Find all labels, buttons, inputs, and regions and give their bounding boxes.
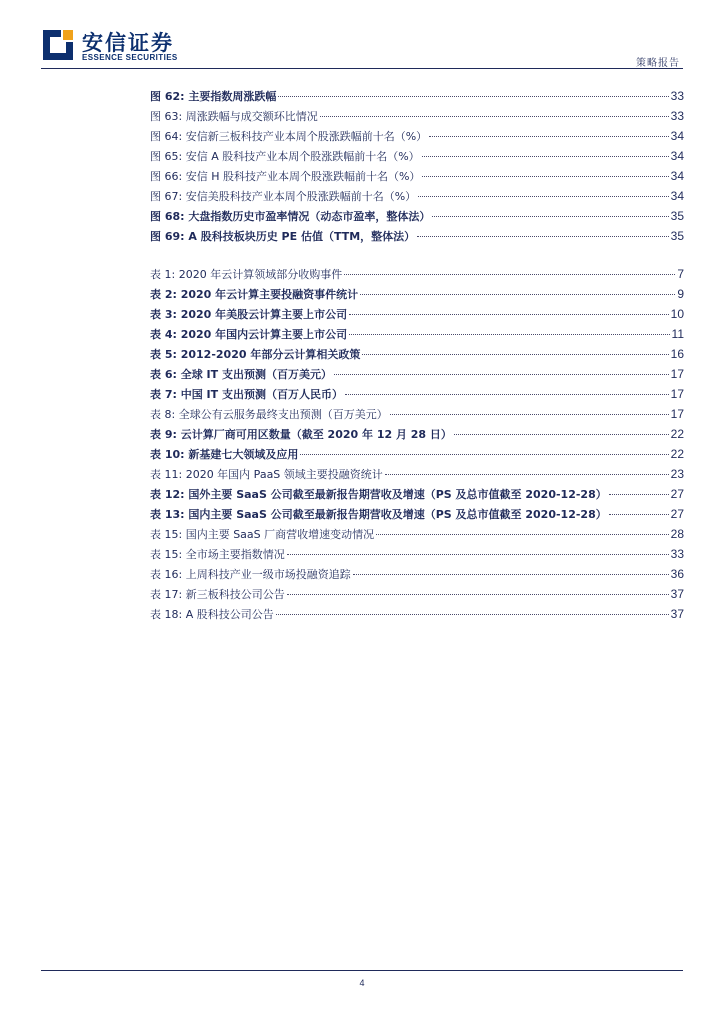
dot-leader (349, 314, 668, 315)
company-logo (41, 26, 181, 66)
dot-leader (278, 96, 668, 97)
table-toc-entry[interactable] (150, 446, 684, 466)
tables-list (150, 266, 684, 626)
table-toc-entry[interactable] (150, 506, 684, 526)
toc-entry-page: 28 (670, 527, 684, 541)
toc-entry-page: 33 (670, 547, 684, 561)
dot-leader (385, 474, 669, 475)
toc-entry-page: 33 (670, 109, 684, 123)
table-toc-entry[interactable] (150, 386, 684, 406)
footer-divider (41, 970, 683, 971)
table-toc-entry[interactable] (150, 366, 684, 386)
toc-entry-title: 表 11: 2020 年国内 PaaS 领域主要投融资统计 (150, 468, 383, 481)
section-gap (150, 248, 684, 266)
toc-entry-title: 表 16: 上周科技产业一级市场投融资追踪 (150, 568, 351, 581)
toc-entry-title: 表 17: 新三板科技公司公告 (150, 588, 285, 601)
dot-leader (334, 374, 669, 375)
table-of-contents (150, 88, 684, 626)
table-toc-entry[interactable] (150, 306, 684, 326)
toc-entry-page: 34 (670, 189, 684, 203)
dot-leader (353, 574, 669, 575)
dot-leader (349, 334, 669, 335)
toc-entry-page: 9 (677, 287, 684, 301)
table-toc-entry[interactable] (150, 526, 684, 546)
toc-entry-page: 22 (670, 447, 684, 461)
dot-leader (320, 116, 669, 117)
dot-leader (362, 354, 668, 355)
toc-entry-title: 表 3: 2020 年美股云计算主要上市公司 (150, 308, 348, 321)
toc-entry-title: 图 69: A 股科技板块历史 PE 估值（TTM，整体法） (150, 230, 416, 243)
header-divider (41, 68, 683, 69)
toc-entry-title: 图 68: 大盘指数历史市盈率情况（动态市盈率，整体法） (150, 210, 431, 223)
toc-entry-title: 图 67: 安信美股科技产业本周个股涨跌幅前十名（%） (150, 190, 417, 203)
toc-entry-page: 17 (670, 387, 684, 401)
table-toc-entry[interactable] (150, 426, 684, 446)
toc-entry-page: 27 (670, 507, 684, 521)
dot-leader (609, 494, 669, 495)
figure-toc-entry[interactable] (150, 88, 684, 108)
figure-toc-entry[interactable] (150, 168, 684, 188)
dot-leader (390, 414, 669, 415)
dot-leader (300, 454, 668, 455)
dot-leader (418, 196, 668, 197)
toc-entry-page: 10 (670, 307, 684, 321)
toc-entry-title: 图 64: 安信新三板科技产业本周个股涨跌幅前十名（%） (150, 130, 428, 143)
figure-toc-entry[interactable] (150, 128, 684, 148)
toc-entry-title: 表 6: 全球 IT 支出预测（百万美元） (150, 368, 332, 381)
dot-leader (376, 534, 669, 535)
table-toc-entry[interactable] (150, 326, 684, 346)
toc-entry-title: 表 2: 2020 年云计算主要投融资事件统计 (150, 288, 359, 301)
figure-toc-entry[interactable] (150, 228, 684, 248)
dot-leader (422, 156, 669, 157)
figure-toc-entry[interactable] (150, 108, 684, 128)
dot-leader (454, 434, 669, 435)
dot-leader (276, 614, 669, 615)
page-number: 4 (359, 978, 365, 988)
toc-entry-title: 表 18: A 股科技公司公告 (150, 608, 274, 621)
toc-entry-title: 图 63: 周涨跌幅与成交额环比情况 (150, 110, 318, 123)
report-type-label: 策略报告 (636, 58, 680, 69)
toc-entry-page: 16 (670, 347, 684, 361)
toc-entry-title: 表 1: 2020 年云计算领域部分收购事件 (150, 268, 343, 281)
table-toc-entry[interactable] (150, 606, 684, 626)
toc-entry-page: 34 (670, 129, 684, 143)
dot-leader (609, 514, 669, 515)
page-header (0, 0, 724, 72)
dot-leader (422, 176, 668, 177)
toc-entry-title: 表 12: 国外主要 SaaS 公司截至最新报告期营收及增速（PS 及总市值截至 2020-12-28） (150, 488, 607, 501)
toc-entry-page: 22 (670, 427, 684, 441)
logo-mark-icon (41, 28, 75, 62)
toc-entry-page: 36 (670, 567, 684, 581)
dot-leader (287, 594, 669, 595)
figure-toc-entry[interactable] (150, 208, 684, 228)
logo-english-text: ESSENCE SECURITIES (82, 53, 178, 62)
toc-entry-page: 11 (671, 327, 684, 341)
toc-entry-page: 7 (677, 267, 684, 281)
table-toc-entry[interactable] (150, 566, 684, 586)
table-toc-entry[interactable] (150, 546, 684, 566)
dot-leader (432, 216, 668, 217)
toc-entry-page: 35 (670, 229, 684, 243)
toc-entry-title: 表 5: 2012-2020 年部分云计算相关政策 (150, 348, 361, 361)
figures-list (150, 88, 684, 248)
dot-leader (429, 136, 668, 137)
toc-entry-title: 表 8: 全球公有云服务最终支出预测（百万美元） (150, 408, 388, 421)
dot-leader (345, 394, 669, 395)
toc-entry-page: 17 (670, 407, 684, 421)
dot-leader (360, 294, 675, 295)
toc-entry-title: 表 15: 全市场主要指数情况 (150, 548, 285, 561)
figure-toc-entry[interactable] (150, 188, 684, 208)
toc-entry-title: 表 4: 2020 年国内云计算主要上市公司 (150, 328, 348, 341)
toc-entry-page: 35 (670, 209, 684, 223)
toc-entry-page: 23 (670, 467, 684, 481)
table-toc-entry[interactable] (150, 266, 684, 286)
logo-chinese-text: 安信证券 (82, 31, 174, 55)
toc-entry-page: 33 (670, 89, 684, 103)
table-toc-entry[interactable] (150, 486, 684, 506)
table-toc-entry[interactable] (150, 406, 684, 426)
table-toc-entry[interactable] (150, 466, 684, 486)
toc-entry-title: 表 15: 国内主要 SaaS 厂商营收增速变动情况 (150, 528, 375, 541)
dot-leader (344, 274, 675, 275)
toc-entry-page: 37 (670, 587, 684, 601)
table-toc-entry[interactable] (150, 586, 684, 606)
toc-entry-title: 图 65: 安信 A 股科技产业本周个股涨跌幅前十名（%） (150, 150, 420, 163)
toc-entry-title: 表 9: 云计算厂商可用区数量（截至 2020 年 12 月 28 日） (150, 428, 452, 441)
toc-entry-page: 37 (670, 607, 684, 621)
toc-entry-title: 表 10: 新基建七大领域及应用 (150, 448, 299, 461)
toc-entry-title: 图 66: 安信 H 股科技产业本周个股涨跌幅前十名（%） (150, 170, 421, 183)
table-toc-entry[interactable] (150, 286, 684, 306)
toc-entry-page: 34 (670, 169, 684, 183)
toc-entry-page: 27 (670, 487, 684, 501)
toc-entry-title: 表 13: 国内主要 SaaS 公司截至最新报告期营收及增速（PS 及总市值截至 2020-12-28） (150, 508, 607, 521)
figure-toc-entry[interactable] (150, 148, 684, 168)
dot-leader (417, 236, 668, 237)
dot-leader (287, 554, 669, 555)
toc-entry-title: 表 7: 中国 IT 支出预测（百万人民币） (150, 388, 343, 401)
table-toc-entry[interactable] (150, 346, 684, 366)
toc-entry-page: 34 (670, 149, 684, 163)
toc-entry-page: 17 (670, 367, 684, 381)
toc-entry-title: 图 62: 主要指数周涨跌幅 (150, 90, 277, 103)
